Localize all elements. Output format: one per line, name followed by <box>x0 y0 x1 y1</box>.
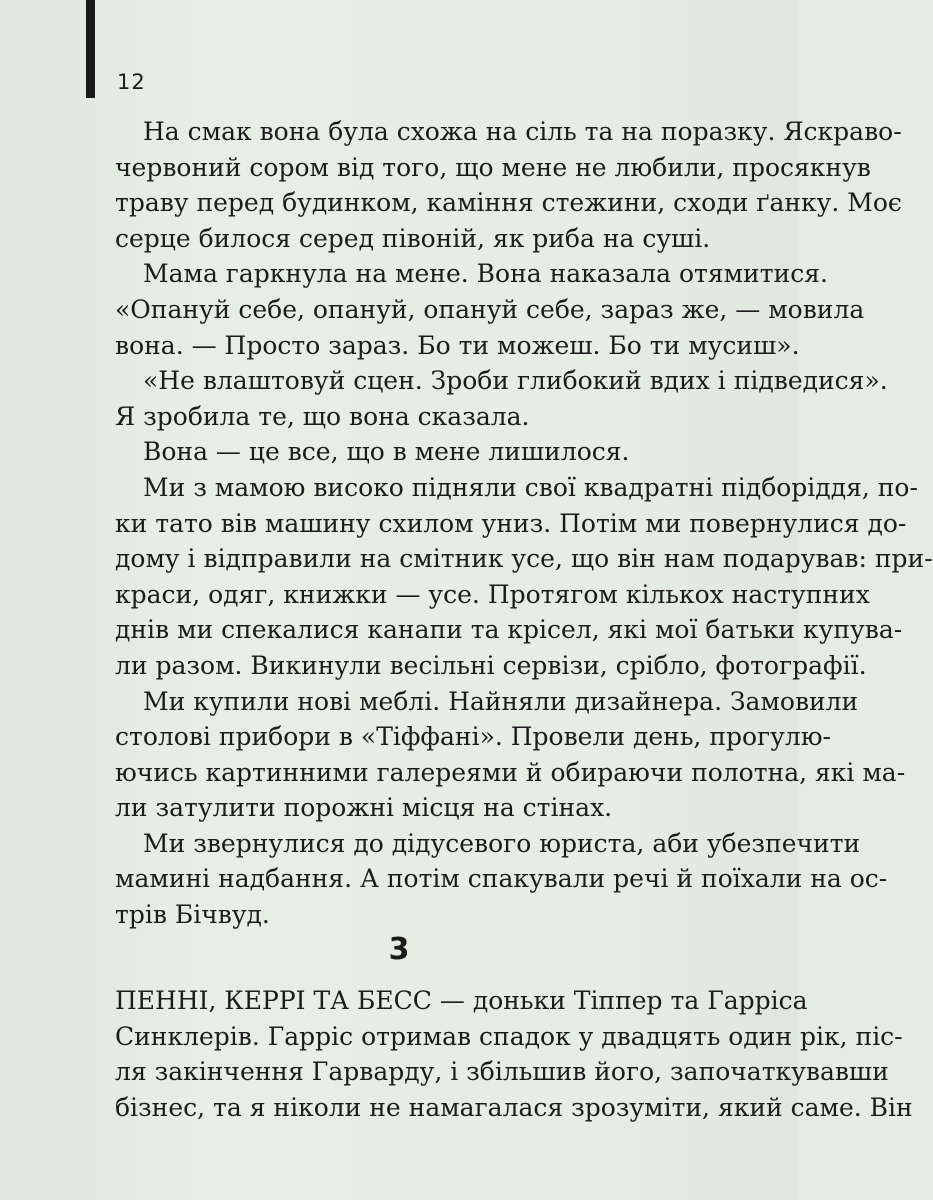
text-line: бізнес, та я ніколи не намагалася зрозуміти, який саме. Він <box>115 1092 913 1122</box>
paragraph <box>115 470 933 684</box>
text-line: На смак вона була схожа на сіль та на поразку. Яскраво- <box>143 117 902 146</box>
text-line: червоний сором від того, що мене не любили, просякнув <box>115 152 871 182</box>
binding-mark <box>86 0 95 98</box>
text-line: Вона — це все, що в мене лишилося. <box>143 437 630 467</box>
paragraph <box>115 684 906 826</box>
text-line: Ми купили нові меблі. Найняли дизайнера. Замовили <box>143 686 859 716</box>
text-line: Мама гаркнула на мене. Вона наказала отямитися. <box>143 259 828 289</box>
text-line: краси, одяг, книжки — усе. Протягом кількох наступних <box>115 579 870 609</box>
text-line: ли разом. Викинули весільні сервізи, срібло, фотографії. <box>115 650 867 680</box>
paragraph <box>115 256 865 363</box>
text-line: днів ми спекалися канапи та крісел, які мої батьки купува- <box>115 615 903 645</box>
text-line: вона. — Просто зараз. Бо ти можеш. Бо ти мусиш». <box>115 330 800 360</box>
text-line: Ми звернулися до дідусевого юриста, аби убезпечити <box>143 828 861 858</box>
text-line: ки тато вів машину схилом униз. Потім ми повернулися до- <box>115 508 907 538</box>
text-line: ли затулити порожні місця на стінах. <box>115 793 613 823</box>
text-line: Ми з мамою високо підняли свої квадратні підборіддя, по- <box>143 472 918 502</box>
text-line: мамині надбання. А потім спакували речі й поїхали на ос- <box>115 864 888 894</box>
text-line: «Не влаштовуй сцен. Зроби глибокий вдих і підведися». <box>143 366 888 396</box>
text-line: столові прибори в «Тіффані». Провели день, прогулю- <box>115 722 831 752</box>
chapter-text <box>115 983 913 1125</box>
text-line: Синклерів. Гарріс отримав спадок у двадцять один рік, піс- <box>115 1021 903 1051</box>
paragraph <box>115 826 888 933</box>
page-number: 12 <box>117 70 146 94</box>
paragraph <box>115 114 902 256</box>
text-line: ючись картинними галереями й обираючи полотна, які ма- <box>115 757 906 787</box>
text-line: трів Бічвуд. <box>115 900 270 930</box>
text-line: ПЕННІ, КЕРРІ ТА БЕСС — доньки Тіппер та Гарріса <box>115 986 808 1015</box>
chapter-number: 3 <box>388 932 410 967</box>
text-line: ля закінчення Гарварду, і збільшив його, започаткувавши <box>115 1057 889 1087</box>
text-line: «Опануй себе, опануй, опануй себе, зараз же, — мовила <box>115 294 865 324</box>
text-line: серце билося серед півоній, як риба на суші. <box>115 223 711 253</box>
paragraph <box>115 363 888 434</box>
text-line: Я зробила те, що вона сказала. <box>115 401 530 431</box>
text-line: дому і відправили на смітник усе, що він нам подарував: при- <box>115 544 933 574</box>
body-text <box>115 114 933 933</box>
paragraph <box>115 434 755 470</box>
text-line: траву перед будинком, каміння стежини, сходи ґанку. Моє <box>115 188 902 218</box>
